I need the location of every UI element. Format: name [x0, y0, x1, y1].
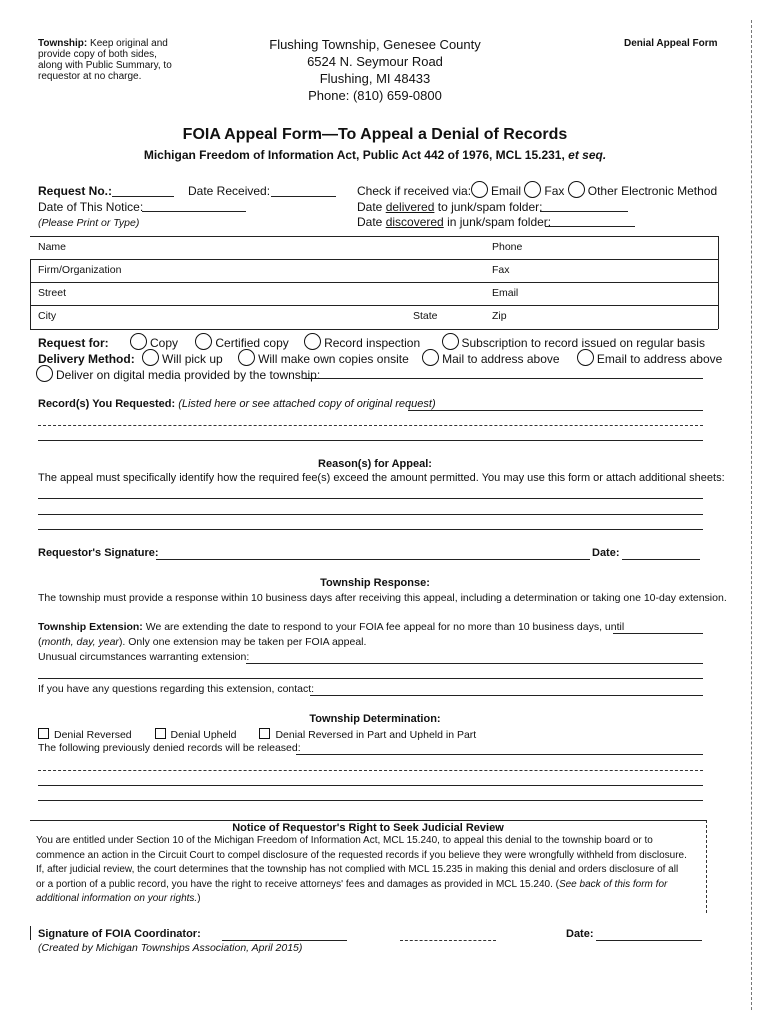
address-line-2: 6524 N. Seymour Road: [307, 54, 443, 69]
response-heading: Township Response:: [320, 577, 430, 589]
reasons-line-3[interactable]: [38, 529, 703, 530]
state-label: State: [413, 310, 438, 322]
unusual-line-1[interactable]: [246, 663, 703, 664]
township-note-text: Keep original and provide copy of both sides, along with Public Summary, to requestor at no charge.: [38, 38, 172, 82]
request-for-label: Request for:: [38, 336, 109, 350]
records-line-3[interactable]: [38, 440, 703, 441]
date-notice-line[interactable]: [142, 211, 246, 212]
subscription-radio-icon[interactable]: [442, 333, 459, 350]
released-label: The following previously denied records will be released:: [38, 742, 301, 754]
date-received-label: Date Received:: [188, 184, 271, 198]
request-no-line[interactable]: [112, 196, 174, 197]
notice-box: [30, 820, 707, 913]
digital-media-line[interactable]: [303, 378, 703, 379]
released-line-2[interactable]: [38, 770, 703, 771]
township-note: [38, 38, 178, 82]
copy-radio-icon[interactable]: [130, 333, 147, 350]
coordinator-date-line[interactable]: [596, 940, 702, 941]
records-line-1[interactable]: [408, 410, 703, 411]
date-discovered-line[interactable]: [545, 226, 635, 227]
email-label: Email: [492, 287, 519, 299]
date-delivered-row: Date delivered to junk/spam folder:: [357, 200, 543, 214]
records-label: Record(s) You Requested:: [38, 398, 176, 410]
requestor-date-line[interactable]: [622, 559, 700, 560]
street-row[interactable]: [30, 282, 718, 306]
reasons-line-2[interactable]: [38, 514, 703, 515]
received-via-label: Check if received via:: [357, 184, 472, 198]
questions-line[interactable]: [310, 695, 703, 696]
address-line-1: Flushing Township, Genesee County: [269, 37, 481, 52]
mail-radio-icon[interactable]: [422, 349, 439, 366]
denial-reversed-checkbox-icon[interactable]: [38, 728, 49, 739]
extension-text: We are extending the date to respond to your FOIA fee appeal for no more than 10 business days, until: [145, 621, 625, 633]
questions-label: If you have any questions regarding this extension, contact:: [38, 683, 315, 695]
credit-text: (Created by Michigan Townships Association, April 2015): [38, 942, 303, 954]
determination-heading: Township Determination:: [309, 713, 441, 725]
received-email: Email: [491, 184, 522, 198]
determination-options: Denial Reversed Denial Upheld Denial Reversed in Part and Upheld in Part: [38, 728, 476, 741]
form-tag: Denial Appeal Form: [624, 38, 718, 49]
delivery-row: Delivery Method: Will pick up Will make own copies onsite Mail to address above Email to address above: [38, 349, 722, 366]
address-line-3: Flushing, MI 48433: [319, 71, 431, 86]
extension-date-line[interactable]: [613, 633, 703, 634]
certified-copy-radio-icon[interactable]: [195, 333, 212, 350]
request-no-label: Request No.:: [38, 184, 113, 198]
released-line-4[interactable]: [38, 800, 703, 801]
contact-table-right-border: [718, 236, 719, 329]
released-line-3[interactable]: [38, 785, 703, 786]
print-note: (Please Print or Type): [38, 217, 140, 229]
digital-media-radio-icon[interactable]: [36, 365, 53, 382]
records-row: [38, 398, 436, 410]
township-note-label: Township:: [38, 38, 88, 49]
fax-radio-icon[interactable]: [524, 181, 541, 198]
unusual-label: Unusual circumstances warranting extension:: [38, 651, 250, 663]
extension-label: Township Extension:: [38, 621, 143, 633]
records-line-2[interactable]: [38, 425, 703, 426]
name-label: Name: [38, 241, 67, 253]
email-radio-icon[interactable]: [471, 181, 488, 198]
email-delivery-radio-icon[interactable]: [577, 349, 594, 366]
address-line-4: Phone: (810) 659-0800: [308, 88, 442, 103]
reasons-text: The appeal must specifically identify how the required fee(s) exceed the amount permitted. You may use this form or attach additional sheets:: [38, 472, 725, 484]
response-text: The township must provide a response within 10 business days after receiving this appeal, including a determination or taking one 10-day extension.: [38, 592, 727, 604]
phone-label: Phone: [492, 241, 523, 253]
name-row[interactable]: [30, 236, 718, 260]
firm-label: Firm/Organization: [38, 264, 122, 276]
form-subtitle-italic: et seq.: [568, 148, 607, 162]
footer-left-bar: [30, 926, 31, 940]
city-label: City: [38, 310, 57, 322]
date-discovered-row: Date discovered in junk/spam folder:: [357, 215, 552, 229]
partial-checkbox-icon[interactable]: [259, 728, 270, 739]
date-received-line[interactable]: [271, 196, 336, 197]
pick-up-radio-icon[interactable]: [142, 349, 159, 366]
city-row[interactable]: [30, 305, 718, 330]
township-address: [235, 36, 515, 104]
received-fax: Fax: [544, 184, 565, 198]
reasons-line-1[interactable]: [38, 498, 703, 499]
received-other: Other Electronic Method: [587, 184, 718, 198]
form-subtitle: [0, 148, 750, 162]
date-notice-label: Date of This Notice:: [38, 200, 144, 214]
digital-media-row: Deliver on digital media provided by the township:: [36, 365, 320, 382]
zip-label: Zip: [492, 310, 507, 322]
coordinator-line[interactable]: [222, 940, 347, 941]
record-inspection-radio-icon[interactable]: [304, 333, 321, 350]
street-label: Street: [38, 287, 67, 299]
requestor-date-label: Date:: [592, 547, 620, 559]
notice-body: You are entitled under Section 10 of the Michigan Freedom of Information Act, MCL 15.240, to appeal this denial to the township board or to commence an action in the Circuit Court to compel disclosure of the requested records if you believe they were wrongfully withheld from disclosure. If, after judicial review, the court determines that the township has not complied with MCL 15.235 in making this denial and orders disclosure of all or a portion of a public record, you have the right to receive attorneys' fees and damages as provided in MCL 15.240. (See back of this form for additional information on your rights.): [36, 835, 687, 904]
notice-heading: Notice of Requestor's Right to Seek Judicial Review: [232, 822, 504, 834]
requestor-signature-label: Requestor's Signature:: [38, 547, 159, 559]
delivery-label: Delivery Method:: [38, 352, 135, 366]
extension-row: [38, 621, 624, 633]
request-for-row: Request for: Copy Certified copy Record inspection Subscription to record issued on regular basis: [38, 333, 705, 350]
received-via-row: [357, 181, 717, 198]
form-subtitle-text: Michigan Freedom of Information Act, Public Act 442 of 1976, MCL 15.231,: [143, 148, 565, 162]
firm-row[interactable]: [30, 259, 718, 283]
page-edge: [751, 20, 752, 1010]
extension-line2: (month, day, year). Only one extension may be taken per FOIA appeal.: [38, 636, 367, 648]
date-delivered-line[interactable]: [540, 211, 628, 212]
records-note: (Listed here or see attached copy of original request): [178, 398, 436, 410]
reasons-heading: Reason(s) for Appeal:: [318, 458, 432, 470]
requestor-signature-line[interactable]: [156, 559, 590, 560]
contact-table-left-border: [30, 259, 31, 329]
unusual-line-2[interactable]: [38, 678, 703, 679]
other-radio-icon[interactable]: [568, 181, 585, 198]
released-line-1[interactable]: [296, 754, 703, 755]
fax-label: Fax: [492, 264, 510, 276]
form-title: FOIA Appeal Form—To Appeal a Denial of Records: [182, 126, 568, 143]
denial-upheld-checkbox-icon[interactable]: [155, 728, 166, 739]
coordinator-label: Signature of FOIA Coordinator:: [38, 928, 201, 940]
coordinator-date-label: Date:: [566, 928, 594, 940]
coordinator-line-ext: [400, 940, 496, 941]
own-copies-radio-icon[interactable]: [238, 349, 255, 366]
